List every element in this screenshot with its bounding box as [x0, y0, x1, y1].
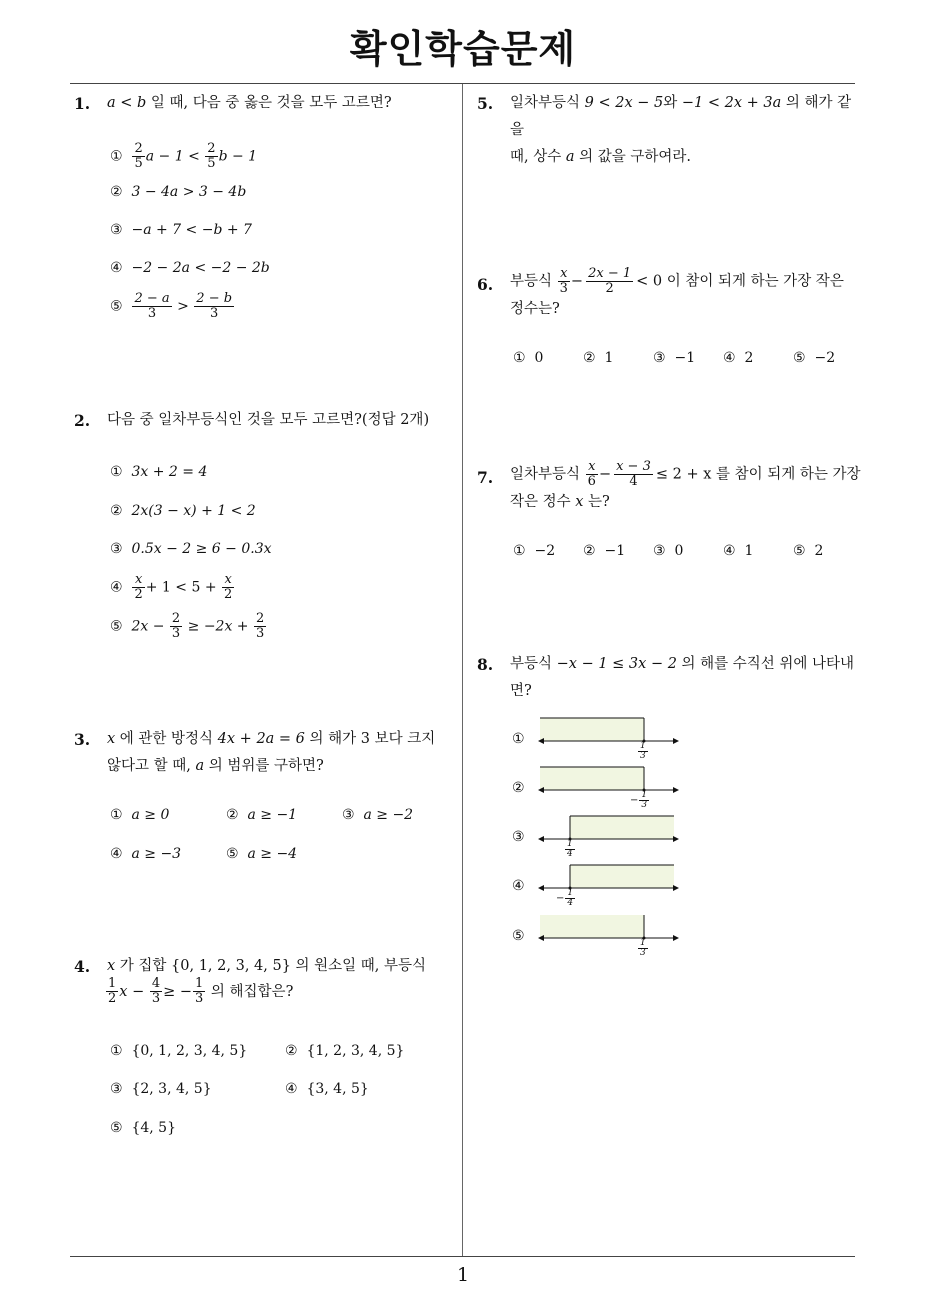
q1-option-5[interactable]: ⑤ $\frac{2 - a}{3}$ > $\frac{2 - b}{3}$ — [110, 291, 233, 321]
q2-option-1[interactable]: ① 3x + 2 = 4 — [110, 464, 208, 480]
q4-option-4[interactable]: ④ {3, 4, 5} — [285, 1081, 369, 1097]
q8-option-2-number-line[interactable] — [538, 761, 680, 801]
question-number: 5. — [477, 94, 494, 113]
question-1 — [74, 90, 459, 117]
bottom-rule — [70, 1256, 855, 1257]
q8-option-1-mark[interactable]: ① — [512, 731, 525, 747]
q4-option-5[interactable]: ⑤ {4, 5} — [110, 1120, 176, 1136]
question-number: 1. — [74, 94, 91, 113]
q7-option-2[interactable]: ② −1 — [583, 543, 626, 559]
question-text: 다음 중 일차부등식인 것을 모두 고르면?(정답 2개) — [107, 412, 430, 428]
q4-option-3[interactable]: ③ {2, 3, 4, 5} — [110, 1081, 212, 1097]
question-number: 8. — [477, 655, 494, 674]
q8-option-4-mark[interactable]: ④ — [512, 878, 525, 894]
question-number: 3. — [74, 730, 91, 749]
q7-option-5[interactable]: ⑤ 2 — [793, 543, 824, 559]
q8-option-1-number-line[interactable] — [538, 712, 680, 752]
question-number: 2. — [74, 411, 91, 430]
q1-option-1[interactable]: ① $\frac{2}{5}$ a − 1 < $\frac{2}{5}$ b − 1 — [110, 141, 258, 171]
question-7 — [477, 460, 862, 516]
question-4 — [74, 953, 459, 1009]
q4-option-1[interactable]: ① {0, 1, 2, 3, 4, 5} — [110, 1043, 248, 1059]
page-number: 1 — [456, 1264, 470, 1286]
question-number: 7. — [477, 468, 494, 487]
q2-option-5[interactable]: ⑤ 2x − $\frac{2}{3}$ ≥ −2x + $\frac{2}{3}$ — [110, 611, 265, 641]
q8-option-3-tick-label: $\frac{1}{4}$ — [567, 839, 573, 859]
page-title: 확인학습문제 — [349, 27, 577, 71]
q6-option-2[interactable]: ② 1 — [583, 350, 614, 366]
q4-option-2[interactable]: ② {1, 2, 3, 4, 5} — [285, 1043, 405, 1059]
q3-option-2[interactable]: ② a ≥ −1 — [226, 807, 298, 823]
question-6 — [477, 267, 862, 323]
q1-option-2[interactable]: ② 3 − 4a > 3 − 4b — [110, 184, 247, 200]
column-divider — [462, 84, 463, 1256]
q8-option-5-number-line[interactable] — [538, 909, 680, 949]
question-text: 부등식 $\frac{x}{3}$ − $\frac{2x - 1}{2}$ < 0 이 참이 되게 하는 가장 작은 정수는? — [510, 266, 844, 317]
q7-option-1[interactable]: ① −2 — [513, 543, 556, 559]
q6-option-3[interactable]: ③ −1 — [653, 350, 696, 366]
q3-option-4[interactable]: ④ a ≥ −3 — [110, 846, 182, 862]
question-text: x 가 집합 {0, 1, 2, 3, 4, 5} 의 원소일 때, 부등식 $\frac{1}{2}$ x − $\frac{4}{3}$ ≥ − $\frac{1}{3}$ 의 해집합은? — [107, 958, 427, 1006]
q7-option-4[interactable]: ④ 1 — [723, 543, 754, 559]
q6-option-5[interactable]: ⑤ −2 — [793, 350, 836, 366]
q1-option-4[interactable]: ④ −2 − 2a < −2 − 2b — [110, 260, 270, 276]
q8-option-5-tick-label: $\frac{1}{3}$ — [640, 938, 646, 958]
q1-option-3[interactable]: ③ −a + 7 < −b + 7 — [110, 222, 252, 238]
q8-option-5-mark[interactable]: ⑤ — [512, 928, 525, 944]
q3-option-3[interactable]: ③ a ≥ −2 — [342, 807, 414, 823]
q8-option-3-number-line[interactable] — [538, 810, 680, 850]
q8-option-4-tick-label: − $\frac{1}{4}$ — [556, 888, 574, 908]
question-text: x 에 관한 방정식 4x + 2a = 6 의 해가 3 보다 크지 않다고 할 때, a 의 범위를 구하면? — [107, 731, 436, 774]
question-text: 부등식 −x − 1 ≤ 3x − 2 의 해를 수직선 위에 나타내 면? — [510, 656, 855, 699]
question-text: 일차부등식 9 < 2x − 5와 −1 < 2x + 3a 의 해가 같을 때, 상수 a 의 값을 구하여라. — [510, 95, 852, 165]
q2-option-4[interactable]: ④ $\frac{x}{2}$ + 1 < 5 + $\frac{x}{2}$ — [110, 572, 233, 602]
question-3 — [74, 726, 459, 780]
q7-option-3[interactable]: ③ 0 — [653, 543, 684, 559]
q2-option-3[interactable]: ③ 0.5x − 2 ≥ 6 − 0.3x — [110, 541, 272, 557]
q8-option-2-mark[interactable]: ② — [512, 780, 525, 796]
q8-option-1-tick-label: $\frac{1}{3}$ — [640, 741, 646, 761]
question-text: a < b 일 때, 다음 중 옳은 것을 모두 고르면? — [107, 95, 392, 111]
q6-option-4[interactable]: ④ 2 — [723, 350, 754, 366]
q3-option-5[interactable]: ⑤ a ≥ −4 — [226, 846, 298, 862]
q8-option-2-tick-label: − $\frac{1}{3}$ — [630, 790, 648, 810]
question-text: 일차부등식 $\frac{x}{6}$ − $\frac{x - 3}{4}$ ≤ 2 + x 를 참이 되게 하는 가장 작은 정수 x 는? — [510, 459, 861, 510]
q8-option-3-mark[interactable]: ③ — [512, 829, 525, 845]
q2-option-2[interactable]: ② 2x(3 − x) + 1 < 2 — [110, 503, 256, 519]
q6-option-1[interactable]: ① 0 — [513, 350, 544, 366]
question-2 — [74, 407, 459, 434]
q3-option-1[interactable]: ① a ≥ 0 — [110, 807, 170, 823]
question-number: 4. — [74, 957, 91, 976]
question-number: 6. — [477, 275, 494, 294]
question-8 — [477, 651, 862, 705]
question-5 — [477, 90, 862, 171]
